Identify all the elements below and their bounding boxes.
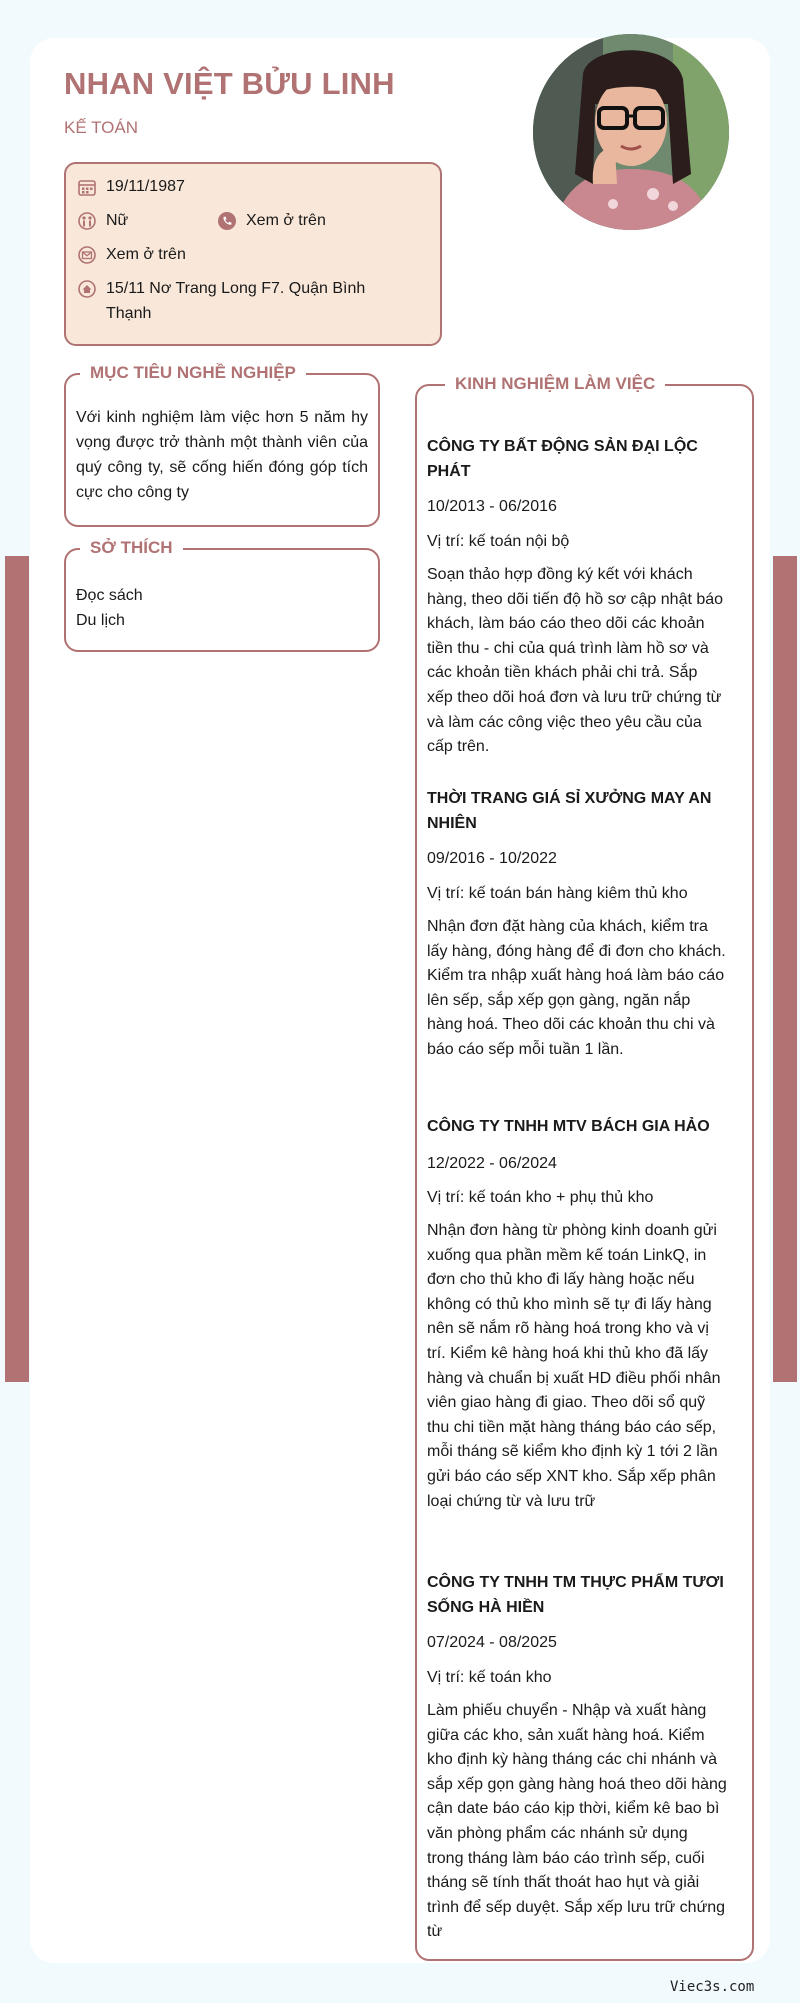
job-position: Vị trí: kế toán kho + phụ thủ kho [427, 1189, 654, 1206]
gender-icon [78, 212, 96, 230]
hobbies-section [64, 538, 380, 652]
job-position: Vị trí: kế toán nội bộ [427, 533, 570, 550]
job-period: 10/2013 - 06/2016 [427, 498, 557, 515]
job-company: CÔNG TY TNHH MTV BÁCH GIA HẢO [427, 1118, 710, 1135]
job-company: THỜI TRANG GIÁ SỈ XƯỞNG MAY AN NHIÊN [427, 790, 712, 832]
experience-title: KINH NGHIỆM LÀM VIỆC [445, 373, 665, 395]
job-entry [427, 1114, 727, 1510]
home-icon [78, 280, 96, 298]
job-position: Vị trí: kế toán kho [427, 1669, 552, 1686]
career-goal-title: MỤC TIÊU NGHỀ NGHIỆP [80, 362, 306, 384]
job-description: Nhận đơn hàng từ phòng kinh doanh gửi xuống qua phần mềm kế toán LinkQ, in đơn cho thủ kho đi lấy hàng hoặc nếu không có thủ kho mình sẽ tự đi lấy hàng nên sẽ nắm rõ hàng hoá trong kho và vị trí. Kiểm kê hàng hoá khi thủ kho đã lấy hàng và chuẩn bị xuất HD điều phối nhân viên giao hàng đi giao. Theo dõi sổ quỹ thu chi tiền mặt hàng tháng báo cáo sếp, mỗi tháng sẽ kiểm kho định kỳ 1 tới 2 lần gửi báo cáo sếp XNT kho. Sắp xếp phân loại chứng từ và lưu trữ [427, 1222, 721, 1510]
personal-info-box [64, 162, 442, 346]
job-company: CÔNG TY TNHH TM THỰC PHẨM TƯƠI SỐNG HÀ HIỀN [427, 1574, 724, 1616]
candidate-name: NHAN VIỆT BỬU LINH [64, 66, 395, 101]
hobby-item: Du lịch [76, 612, 125, 629]
right-decor-band [773, 556, 797, 1382]
email-value: Xem ở trên [106, 246, 186, 263]
phone-icon [218, 212, 236, 230]
hobbies-title: SỞ THÍCH [80, 537, 183, 559]
email-icon [78, 246, 96, 264]
avatar-photo [533, 34, 729, 230]
job-entry [427, 434, 727, 756]
job-period: 09/2016 - 10/2022 [427, 850, 557, 867]
calendar-icon [78, 178, 96, 196]
job-description: Làm phiếu chuyển - Nhập và xuất hàng giữa các kho, sản xuất hàng hoá. Kiểm kho định kỳ hàng tháng các chi nhánh và sắp xếp gọn gàng hàng hoá theo dõi hàng cận date báo cáo kịp thời, kiểm kê bao bì văn phòng phẩm các nhánh sử dụng trong tháng làm báo cáo trình sếp, cuối tháng sẽ tính thất thoát hao hụt và giải trình để sếp duyệt. Sắp xếp lưu trữ chứng từ [427, 1702, 727, 1941]
phone-value: Xem ở trên [246, 212, 326, 229]
career-goal-text: Với kinh nghiệm làm việc hơn 5 năm hy vọng được trở thành một thành viên của quý công ty, sẽ cống hiến đóng góp tích cực cho công ty [76, 409, 368, 501]
job-description: Soạn thảo hợp đồng ký kết với khách hàng, theo dõi tiến độ hồ sơ cập nhật báo khách, làm báo cáo theo dõi các khoản tiền thu - chi của quá trình làm hồ sơ và các khoản tiền khách phải chi trả. Sắp xếp theo dõi hoá đơn và lưu trữ chứng từ và làm các công việc theo yêu cầu của cấp trên. [427, 566, 724, 756]
left-decor-band [5, 556, 29, 1382]
job-period: 12/2022 - 06/2024 [427, 1155, 557, 1172]
job-period: 07/2024 - 08/2025 [427, 1634, 557, 1651]
job-description: Nhận đơn đặt hàng của khách, kiểm tra lấy hàng, đóng hàng để đi đơn cho khách. Kiểm tra nhập xuất hàng hoá làm báo cáo lên sếp, sắp xếp gọn gàng, ngăn nắp hàng hoá. Theo dõi các khoản thu chi và báo cáo sếp mỗi tuần 1 lần. [427, 918, 726, 1058]
hobby-item: Đọc sách [76, 587, 143, 604]
address-value: 15/11 Nơ Trang Long F7. Quận Bình Thạnh [106, 280, 366, 322]
watermark: Viec3s.com [670, 1979, 755, 1995]
candidate-job-title: KẾ TOÁN [64, 118, 139, 137]
gender-value: Nữ [106, 212, 129, 229]
job-position: Vị trí: kế toán bán hàng kiêm thủ kho [427, 885, 688, 902]
job-entry [427, 1570, 727, 1941]
job-entry [427, 786, 727, 1058]
avatar [533, 34, 729, 230]
career-goal-section [64, 363, 380, 527]
birthday-value: 19/11/1987 [106, 178, 185, 195]
job-company: CÔNG TY BẤT ĐỘNG SẢN ĐẠI LỘC PHÁT [427, 438, 698, 480]
